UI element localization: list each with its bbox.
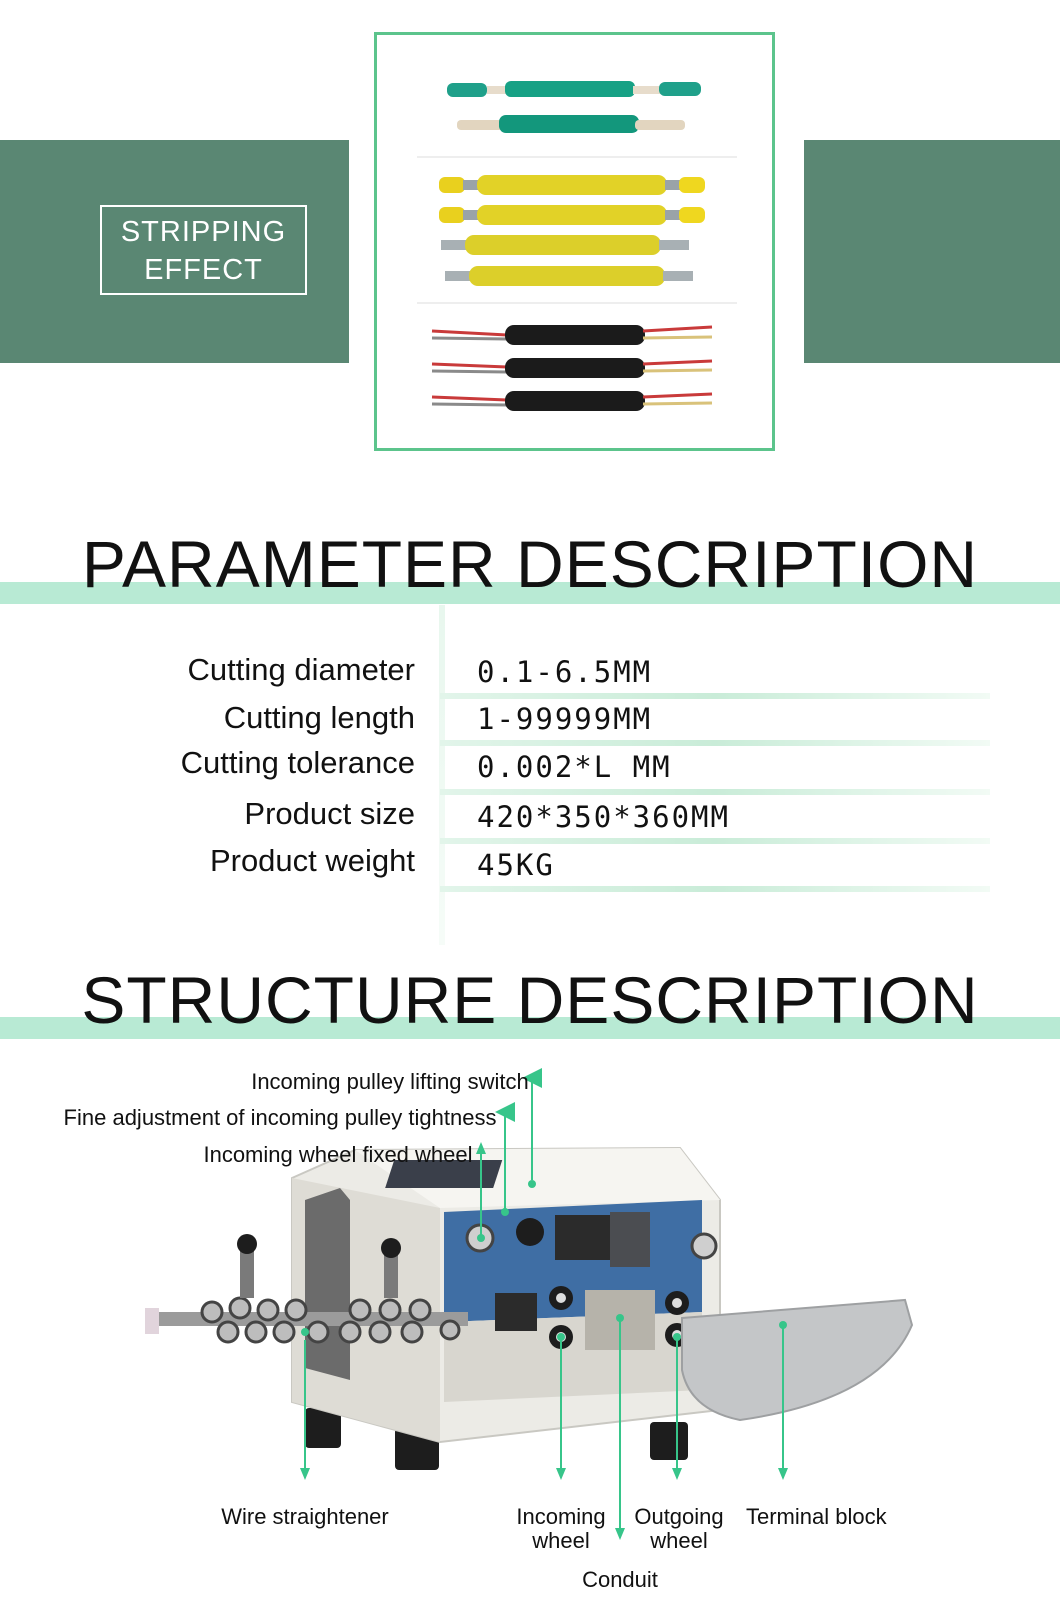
param-value-cutting-diameter: 0.1-6.5MM	[477, 655, 653, 689]
label-outgoing-wheel-line1: Outgoing	[634, 1504, 724, 1529]
yellow-wire-2	[439, 205, 705, 225]
label-incoming-wheel-line2: wheel	[532, 1528, 590, 1553]
green-wire-1	[447, 81, 701, 97]
param-value-product-size: 420*350*360MM	[477, 800, 730, 834]
label-wire-straightener: Wire straightener	[221, 1504, 389, 1529]
param-rule	[440, 740, 990, 746]
wire-samples-illustration	[377, 35, 772, 448]
param-rule	[440, 838, 990, 844]
yellow-wire-3	[441, 235, 689, 255]
label-outgoing-wheel	[618, 1505, 740, 1553]
param-rule	[440, 693, 990, 699]
black-cable-2	[432, 358, 712, 378]
param-value-cutting-tolerance: 0.002*L MM	[477, 750, 672, 784]
param-rule	[440, 789, 990, 795]
stripping-effect-badge	[100, 205, 307, 295]
param-value-cutting-length: 1-99999MM	[477, 702, 653, 736]
black-cable-1	[432, 325, 712, 345]
label-conduit: Conduit	[582, 1567, 658, 1592]
param-label-cutting-diameter: Cutting diameter	[187, 652, 415, 687]
param-label-cutting-length: Cutting length	[223, 700, 415, 735]
label-fine-adjustment: Fine adjustment of incoming pulley tightness	[63, 1105, 497, 1130]
wire-samples-photo	[374, 32, 775, 451]
label-incoming-wheel	[500, 1505, 622, 1553]
label-lifting-switch: Incoming pulley lifting switch	[251, 1069, 529, 1094]
param-label-cutting-tolerance: Cutting tolerance	[180, 745, 415, 780]
black-cable-3	[432, 391, 712, 411]
param-label-product-size: Product size	[244, 796, 415, 831]
green-wire-2	[457, 115, 685, 133]
parameter-divider	[439, 605, 445, 945]
param-label-product-weight: Product weight	[209, 843, 415, 878]
parameter-title: PARAMETER DESCRIPTION	[81, 527, 979, 601]
yellow-wire-1	[439, 175, 705, 195]
structure-title: STRUCTURE DESCRIPTION	[81, 963, 979, 1037]
green-band-right	[804, 140, 1060, 363]
param-rule	[440, 886, 990, 892]
param-value-product-weight: 45KG	[477, 848, 555, 882]
label-incoming-wheel-line1: Incoming	[516, 1504, 606, 1529]
stripping-line1: STRIPPING	[120, 216, 287, 248]
yellow-wire-4	[445, 266, 693, 286]
label-outgoing-wheel-line2: wheel	[650, 1528, 708, 1553]
label-terminal-block: Terminal block	[746, 1504, 887, 1529]
stripping-line2: EFFECT	[144, 254, 263, 286]
label-fixed-wheel: Incoming wheel fixed wheel	[203, 1142, 473, 1167]
